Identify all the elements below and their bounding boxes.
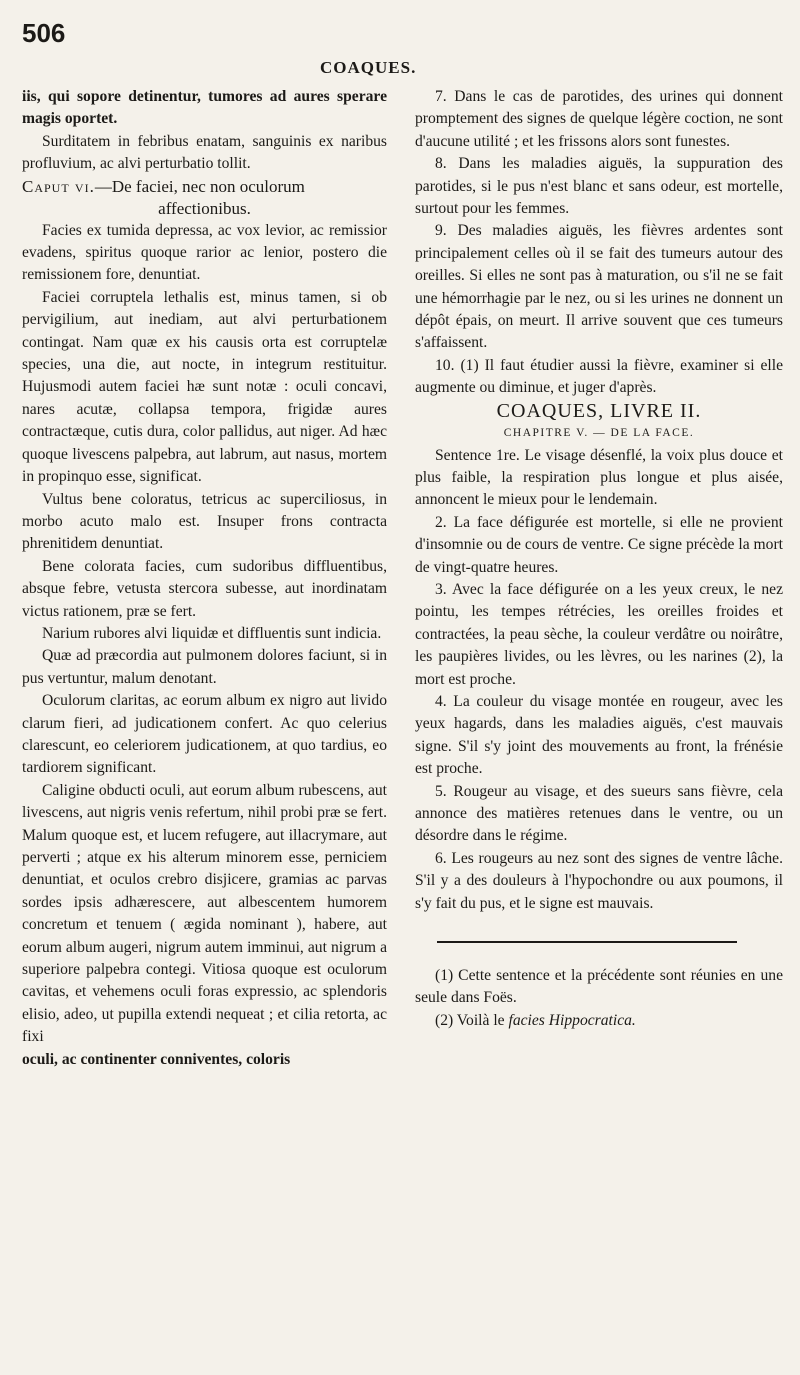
- paragraph: Quæ ad præcordia aut pulmonem dolores faciunt, si in pus vertuntur, malum denotant.: [22, 647, 387, 687]
- footnote-italic: facies Hippocratica.: [508, 1011, 636, 1029]
- sentence: 7. Dans le cas de parotides, des urines qui donnent promptement des signes de quelque légère coction, ne sont d'aucune utilité ; et les frissons alors sont funestes.: [415, 88, 783, 150]
- page-number: 506: [22, 18, 66, 48]
- chapter-heading: [22, 176, 387, 220]
- left-column: [22, 86, 387, 1071]
- sentence: 4. La couleur du visage montée en rougeur, avec les yeux hagards, dans les maladies aiguës, c'est mauvais signe. S'il s'y joint des mouvements au front, la frénésie est proche.: [415, 692, 783, 778]
- paragraph: Oculorum claritas, ac eorum album ex nigro aut livido clarum fieri, ad judicationem confert. Ac quo celerius clarescunt, eo celeriorem judicationem, at quo tardius, eo tardiorem significant.: [22, 692, 387, 777]
- sentence: 5. Rougeur au visage, et des sueurs sans fièvre, cela annonce des matières retenues dans le ventre, ou un désordre dans le régime.: [415, 782, 783, 845]
- paragraph: Surditatem in febribus enatam, sanguinis ex naribus profluvium, ac alvi perturbatio tollit.: [22, 132, 387, 173]
- chapter-title-continued: affectionibus.: [158, 198, 251, 218]
- sentence: 6. Les rougeurs au nez sont des signes de ventre lâche. S'il y a des douleurs à l'hypochondre ou aux poumons, il s'y fait du pus, et le signe est mauvais.: [415, 849, 783, 912]
- chapter-label: Caput vi.: [22, 176, 95, 196]
- chapter-heading: CHAPITRE V. — DE LA FACE.: [503, 427, 695, 440]
- sentence: 2. La face défigurée est mortelle, si elle ne provient d'insomnie ou de cours de ventre. Ce signe précède la mort de vingt-quatre heures.: [415, 513, 783, 576]
- paragraph-end: oculi, ac continenter conniventes, coloris: [22, 1050, 291, 1068]
- sentence: 10. (1) Il faut étudier aussi la fièvre, examiner si elle augmente ou diminue, et juger d'après.: [415, 356, 783, 397]
- book-title: COAQUES, LIVRE II.: [496, 399, 702, 422]
- chapter-title: —De faciei, nec non oculorum: [94, 176, 305, 196]
- running-head: COAQUES.: [320, 58, 417, 77]
- paragraph: Vultus bene coloratus, tetricus ac superciliosus, in morbo acuto malo est. Insuper frons contracta phrenitidem denuntiat.: [22, 490, 387, 553]
- footnotes: [415, 965, 783, 1032]
- paragraph: Faciei corruptela lethalis est, minus tamen, si ob pervigilium, aut inediam, aut alvi perturbationem contingat. Nam quæ ex his causis orta est corruptelæ species, una die, aut nocte, in integrum restituitur. Hujusmodi autem faciei hæ sunt notæ : oculi concavi, nares acutæ, collapsa tempora, frigidæ aures contractæque, cutis dura, color pallidus, aut niger. Ad hæc quoque livescens palpebra, aut labrum, aut nasus, mortem in propinquo esse, significat.: [22, 288, 387, 486]
- sentence: 3. Avec la face défigurée on a les yeux creux, le nez pointu, les tempes rétrécies, les oreilles froides et contractées, la peau sèche, la couleur verdâtre ou noirâtre, les paupières livides, ou les lèvres, ou les narines (2), la mort est proche.: [415, 580, 783, 688]
- paragraph: Caligine obducti oculi, aut eorum album rubescens, aut livescens, aut nigris venis refertum, nihil probi præ se fert. Malum quoque est, et lucem refugere, aut illacrymare, aut perverti ; atque ex his alterum minorem esse, perniciem denuntiat, et oculos crebro disjicere, gramias ac parvas sordes ipsis adhærescere, aut albescentem humorem concretum et tenuem ( ægida nominant ), habere, aut eorum album augeri, nigrum autem imminui, aut nigrum a superiore palpebra contegi. Vitiosa quoque est oculorum cavitas, et vehemens oculi foras expressio, ac splendoris elisio, adeo, ut pupilla extendi nequeat ; et cilia retorta, ac fixi: [22, 781, 387, 1046]
- footnote: (1) Cette sentence et la précédente sont réunies en une seule dans Foës.: [415, 967, 783, 1007]
- footnote-text: (2) Voilà le: [435, 1011, 505, 1029]
- paragraph: Narium rubores alvi liquidæ et diffluentis sunt indicia.: [42, 624, 382, 642]
- sentence: 8. Dans les maladies aiguës, la suppuration des parotides, si le pus n'est blanc et sans odeur, est mortelle, surtout pour les femmes.: [415, 155, 783, 218]
- paragraph: iis, qui sopore detinentur, tumores ad aures sperare magis oportet.: [22, 88, 387, 128]
- footnote: [415, 1010, 783, 1032]
- footnote-rule: [437, 941, 737, 943]
- sentence: Sentence 1re. Le visage désenflé, la voix plus douce et plus faible, la respiration plus longue et plus aisée, annoncent le mieux pour le lendemain.: [415, 446, 783, 509]
- paragraph: Bene colorata facies, cum sudoribus diffluentibus, absque febre, vetusta stercora subesse, aut inordinatam victus rationem, præ se fert.: [22, 557, 387, 620]
- right-column: [415, 86, 783, 1032]
- paragraph: Facies ex tumida depressa, ac vox levior, ac remissior evadens, spiritus quoque rarior ac lenior, postero die remissionem fore, denuntiat.: [22, 221, 387, 284]
- sentence: 9. Des maladies aiguës, les fièvres ardentes sont principalement celles où il se fait des tumeurs autour des oreilles. Si elles ne sont pas à maturation, ou s'il ne se fait une hémorrhagie par le nez, ou si les urines ne donnent un dépôt épais, on meurt. Il arrive souvent que ces tumeurs s'affaissent.: [415, 222, 783, 352]
